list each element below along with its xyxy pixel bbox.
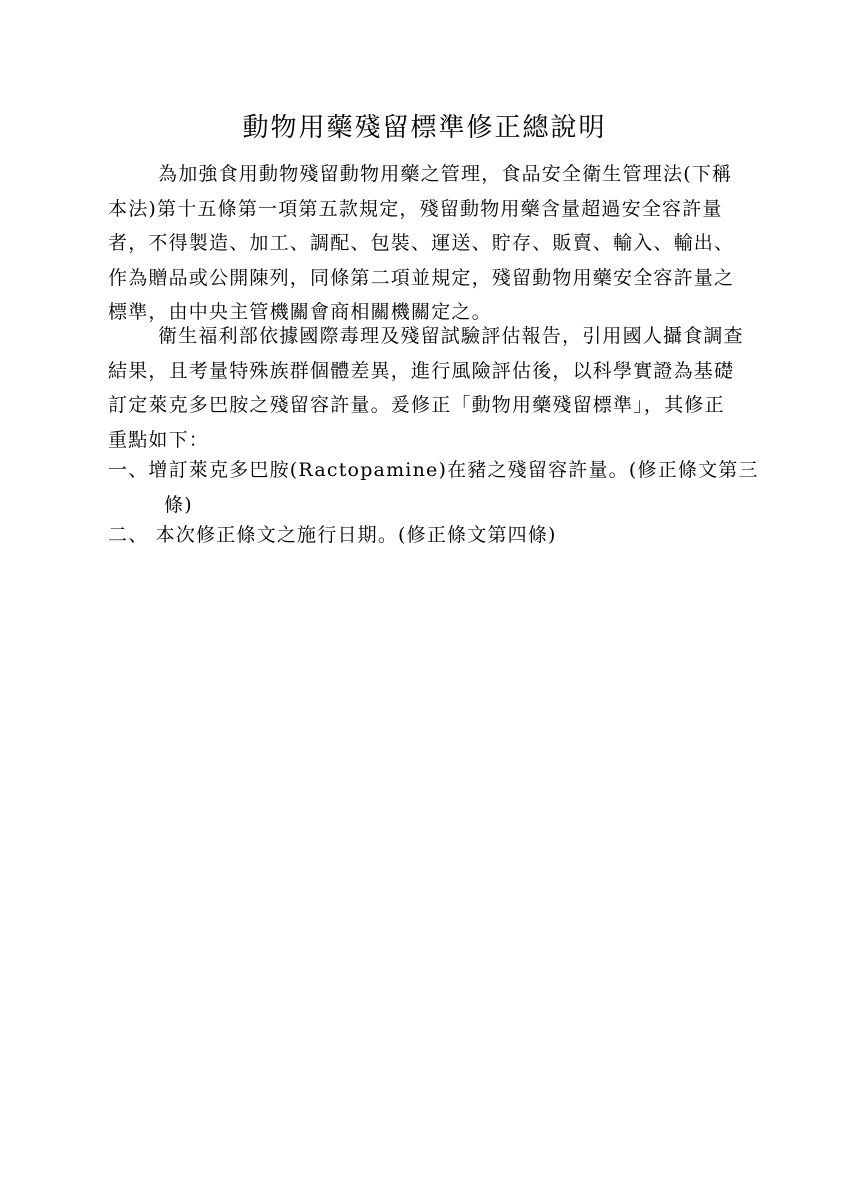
paragraph-line: 衛生福利部依據國際毒理及殘留試驗評估報告，引用國人攝食調查 [158,325,744,347]
intro-paragraph [108,157,748,330]
document-title: 動物用藥殘留標準修正總說明 [242,113,607,143]
paragraph-line: 者，不得製造、加工、調配、包裝、運送、貯存、販賣、輸入、輸出、 [108,232,735,254]
basis-paragraph [108,319,748,457]
list-item-1 [108,453,759,522]
paragraph-line: 標準，由中央主管機關會商相關機關定之。 [108,301,492,323]
paragraph-line: 為加強食用動物殘留動物用藥之管理，食品安全衛生管理法(下稱 [158,163,733,185]
paragraph-line: 結果，且考量特殊族群個體差異，進行風險評估後，以科學實證為基礎 [108,359,735,382]
list-item-2 [108,518,753,553]
list-item-line: 二、 本次修正條文之施行日期。(修正條文第四條) [108,524,557,546]
paragraph-line: 本法)第十五條第一項第五款規定，殘留動物用藥含量超過安全容許量 [108,197,723,220]
paragraph-line: 重點如下： [108,428,210,451]
list-item-line: 條) [164,493,193,516]
list-item-line: 一、增訂萊克多巴胺(Ractopamine)在豬之殘留容許量。(修正條文第三 [108,459,759,481]
paragraph-line: 作為贈品或公開陳列，同條第二項並規定，殘留動物用藥安全容許量之 [108,266,735,289]
paragraph-line: 訂定萊克多巴胺之殘留容許量。爰修正「動物用藥殘留標準」，其修正 [108,394,725,416]
